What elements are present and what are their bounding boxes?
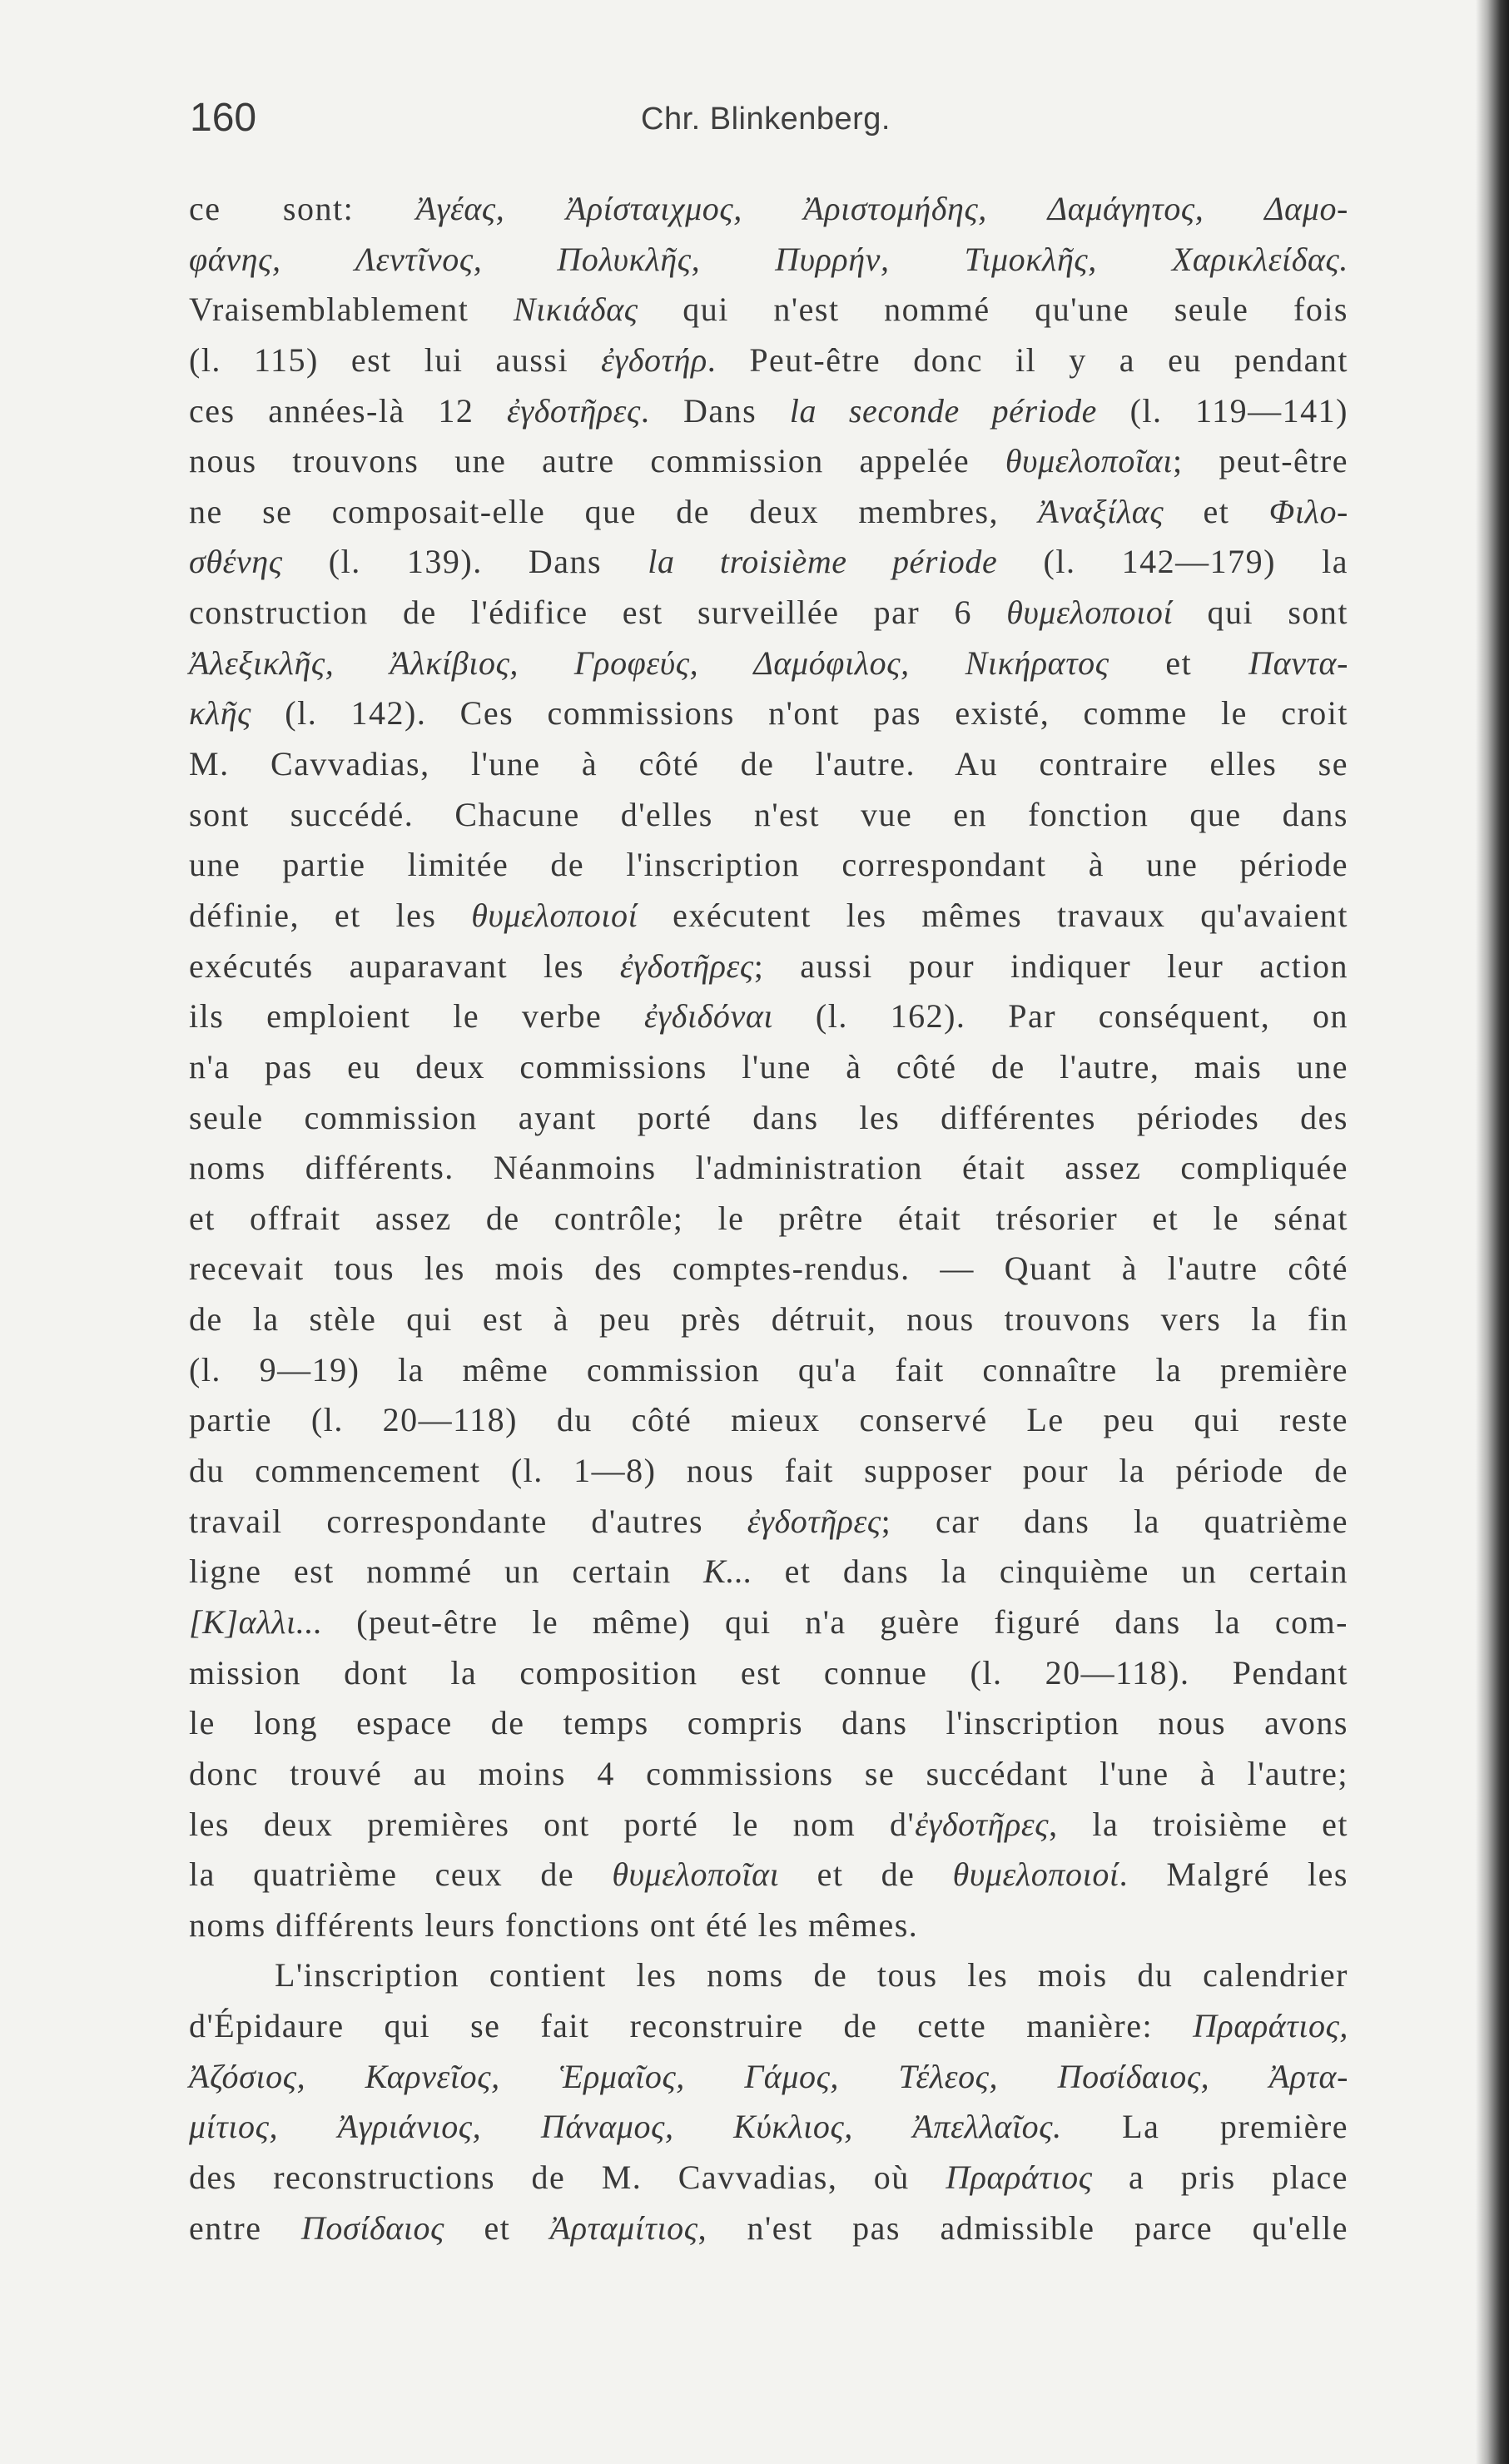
italic-text: ἐγδοτῆρες xyxy=(747,1502,881,1540)
text-line xyxy=(189,2001,1348,2052)
italic-text: Ἀλεξικλῆς, Ἀλκίβιος, Γροφεύς, Δαμόφιλος, Νικήρατος xyxy=(189,643,1109,682)
roman-text: . Peut-être donc il y a eu pendant xyxy=(707,340,1348,379)
roman-text: (l. 119—141) xyxy=(1096,391,1348,430)
text-line xyxy=(189,1395,1348,1446)
roman-text: (l. 142—179) la xyxy=(997,543,1349,581)
roman-text: des reconstructions de M. Cavvadias, où xyxy=(189,2158,946,2196)
roman-text: . Malgré les xyxy=(1119,1855,1348,1894)
roman-text: du commencement (l. 1—8) nous fait supposer pour la période de xyxy=(189,1452,1348,1490)
text-line xyxy=(189,285,1348,335)
text-line xyxy=(189,1042,1348,1093)
roman-text: et offrait assez de contrôle; le prêtre était trésorier et le sénat xyxy=(189,1199,1348,1237)
roman-text: noms différents leurs fonctions ont été les mêmes. xyxy=(189,1905,919,1944)
roman-text: sont succédé. Chacune d'elles n'est vue en fonction que dans xyxy=(189,795,1348,833)
roman-text: définie, et les xyxy=(189,896,472,934)
text-line xyxy=(189,184,1348,235)
roman-text: ils emploient le verbe xyxy=(189,997,645,1036)
roman-text: ligne est nommé un certain xyxy=(189,1552,704,1591)
text-line xyxy=(189,941,1348,992)
text-line xyxy=(189,436,1348,487)
roman-text: qui sont xyxy=(1173,594,1348,632)
text-line xyxy=(189,1800,1348,1850)
italic-text: ἐγδοτήρ xyxy=(601,340,707,379)
italic-text: ἐγδοτῆρες xyxy=(915,1805,1050,1843)
text-line xyxy=(189,487,1348,538)
italic-text: Ἀζόσιος, Καρνεῖος, Ἑρμαῖος, Γάμος, Τέλεος, Ποσίδαιος, Ἀρτα- xyxy=(189,2057,1348,2095)
italic-text: ἐγδοτῆρες xyxy=(619,946,754,985)
roman-text: n'a pas eu deux commissions l'une à côté de l'autre, mais une xyxy=(189,1047,1348,1085)
text-line xyxy=(189,638,1348,689)
roman-text: seule commission ayant porté dans les différentes périodes des xyxy=(189,1098,1348,1136)
roman-text: recevait tous les mois des comptes-rendus. — Quant à l'autre côté xyxy=(189,1249,1348,1288)
roman-text: ce sont: xyxy=(189,190,416,227)
roman-text: et xyxy=(1109,643,1249,682)
roman-text: la quatrième ceux de xyxy=(189,1855,613,1894)
roman-text: . Dans xyxy=(640,391,790,430)
text-line xyxy=(189,991,1348,1042)
text-line xyxy=(189,1597,1348,1648)
italic-text: [Κ]αλλι... xyxy=(189,1602,323,1641)
roman-text: et xyxy=(1164,492,1269,530)
italic-text: Παντα- xyxy=(1248,643,1348,682)
roman-text: donc trouvé au moins 4 commissions se succédant l'une à l'autre; xyxy=(189,1754,1348,1792)
italic-text: θυμελοποιοί xyxy=(471,896,638,934)
italic-text: φάνης, Λεντῖνος, Πολυκλῆς, Πυρρήν, Τιμοκλῆς, Χαρικλείδας. xyxy=(189,240,1348,278)
italic-text: κλῆς xyxy=(189,694,251,733)
text-line xyxy=(189,588,1348,638)
italic-text: θυμελοποῖαι xyxy=(612,1855,780,1894)
text-line xyxy=(189,1950,1348,2001)
running-title: Chr. Blinkenberg. xyxy=(641,102,891,137)
text-line xyxy=(189,2102,1348,2153)
roman-text: de la stèle qui est à peu près détruit, nous trouvons vers la fin xyxy=(189,1300,1348,1339)
text-line xyxy=(189,1194,1348,1244)
italic-text: Ἀρταμίτιος xyxy=(549,2208,698,2247)
text-line xyxy=(189,2052,1348,2103)
text-line xyxy=(189,1345,1348,1396)
roman-text: a pris place xyxy=(1092,2158,1348,2196)
italic-text: la troisième période xyxy=(648,543,998,581)
text-line xyxy=(189,1093,1348,1144)
roman-text: ; aussi pour indiquer leur action xyxy=(753,946,1349,985)
roman-text: ; peut-être xyxy=(1172,442,1348,480)
text-line xyxy=(189,891,1348,941)
roman-text: exécutent les mêmes travaux qu'avaient xyxy=(638,896,1348,934)
roman-text: d'Épidaure qui se fait reconstruire de cette manière: xyxy=(189,2007,1194,2045)
text-line xyxy=(189,2153,1348,2203)
roman-text: (l. 9—19) la même commission qu'a fait connaître la première xyxy=(189,1350,1348,1388)
roman-text: (l. 142). Ces commissions n'ont pas existé, comme le croit xyxy=(251,694,1348,733)
text-line xyxy=(189,840,1348,891)
roman-text: (l. 115) est lui aussi xyxy=(189,340,602,379)
roman-text: et de xyxy=(779,1855,953,1894)
italic-text: la seconde période xyxy=(789,391,1097,430)
roman-text: et xyxy=(444,2208,550,2247)
roman-text: le long espace de temps compris dans l'inscription nous avons xyxy=(189,1704,1348,1742)
text-line xyxy=(189,1749,1348,1800)
roman-text: (l. 162). Par conséquent, on xyxy=(773,997,1349,1036)
roman-text: L'inscription contient les noms de tous les mois du calendrier xyxy=(275,1956,1348,1995)
text-line xyxy=(189,1497,1348,1547)
roman-text: (l. 139). Dans xyxy=(282,543,648,581)
text-line xyxy=(189,1143,1348,1194)
text-line xyxy=(189,335,1348,386)
page-edge-shadow xyxy=(1476,0,1509,2464)
italic-text: Ποσίδαιος xyxy=(300,2208,444,2247)
text-line xyxy=(189,386,1348,437)
text-line xyxy=(189,1900,1348,1951)
roman-text: (peut-être le même) qui n'a guère figuré dans la com- xyxy=(322,1602,1348,1641)
italic-text: ἐγδιδόναι xyxy=(644,997,774,1036)
italic-text: Νικιάδας xyxy=(513,291,638,329)
roman-text: , n'est pas admissible parce qu'elle xyxy=(697,2208,1349,2247)
roman-text: entre xyxy=(189,2208,301,2247)
roman-text: mission dont la composition est connue (l. 20—118). Pendant xyxy=(189,1653,1348,1692)
paragraph xyxy=(189,1950,1348,2253)
text-line xyxy=(189,2203,1348,2254)
italic-text: Ἀγέας, Ἀρίσταιχμος, Ἀριστομήδης, Δαμάγητος, Δαμο- xyxy=(415,190,1348,227)
text-line xyxy=(189,790,1348,841)
roman-text: partie (l. 20—118) du côté mieux conservé Le peu qui reste xyxy=(189,1401,1348,1439)
roman-text: ; car dans la quatrième xyxy=(881,1502,1348,1540)
roman-text: travail correspondante d'autres xyxy=(189,1502,747,1540)
roman-text: La première xyxy=(1061,2108,1348,2146)
text-line xyxy=(189,1244,1348,1294)
italic-text: θυμελοποῖαι xyxy=(1005,442,1173,480)
text-line xyxy=(189,688,1348,739)
roman-text: exécutés auparavant les xyxy=(189,946,620,985)
text-line xyxy=(189,1698,1348,1749)
roman-text: les deux premières ont porté le nom d' xyxy=(189,1805,916,1843)
roman-text: , la troisième et xyxy=(1049,1805,1348,1843)
text-line xyxy=(189,235,1348,286)
roman-text: Vraisemblablement xyxy=(189,291,514,329)
italic-text: θυμελοποιοί xyxy=(1006,594,1174,632)
italic-text: ἐγδοτῆρες xyxy=(506,391,641,430)
text-line xyxy=(189,1446,1348,1497)
text-line xyxy=(189,1850,1348,1900)
text-line xyxy=(189,1294,1348,1345)
roman-text: nous trouvons une autre commission appelée xyxy=(189,442,1005,480)
text-line xyxy=(189,1547,1348,1597)
italic-text: θυμελοποιοί xyxy=(952,1855,1119,1894)
italic-text: σθένης xyxy=(189,543,283,581)
text-line xyxy=(189,739,1348,790)
body-text-block xyxy=(189,184,1348,2253)
text-line xyxy=(189,537,1348,588)
roman-text: et dans la cinquième un certain xyxy=(752,1552,1349,1591)
roman-text: une partie limitée de l'inscription correspondant à une période xyxy=(189,846,1348,884)
italic-text: Πραράτιος xyxy=(946,2158,1093,2196)
roman-text: M. Cavvadias, l'une à côté de l'autre. Au contraire elles se xyxy=(189,745,1348,783)
italic-text: Ἀναξίλας xyxy=(1038,492,1164,530)
roman-text: construction de l'édifice est surveillée par 6 xyxy=(189,594,1007,632)
text-line xyxy=(189,1648,1348,1699)
italic-text: Πραράτιος, xyxy=(1193,2007,1348,2045)
italic-text: Φιλο- xyxy=(1268,492,1348,530)
roman-text: ne se composait-elle que de deux membres, xyxy=(189,492,1039,530)
roman-text: qui n'est nommé qu'une seule fois xyxy=(638,291,1348,329)
italic-text: μίτιος, Ἀγριάνιος, Πάναμος, Κύκλιος, Ἀπελλαῖος. xyxy=(189,2108,1062,2146)
page-number: 160 xyxy=(190,96,257,140)
roman-text: noms différents. Néanmoins l'administration était assez compliquée xyxy=(189,1149,1348,1187)
italic-text: Κ... xyxy=(703,1552,753,1591)
roman-text: ces années-là 12 xyxy=(189,391,507,430)
paragraph xyxy=(189,184,1348,1950)
